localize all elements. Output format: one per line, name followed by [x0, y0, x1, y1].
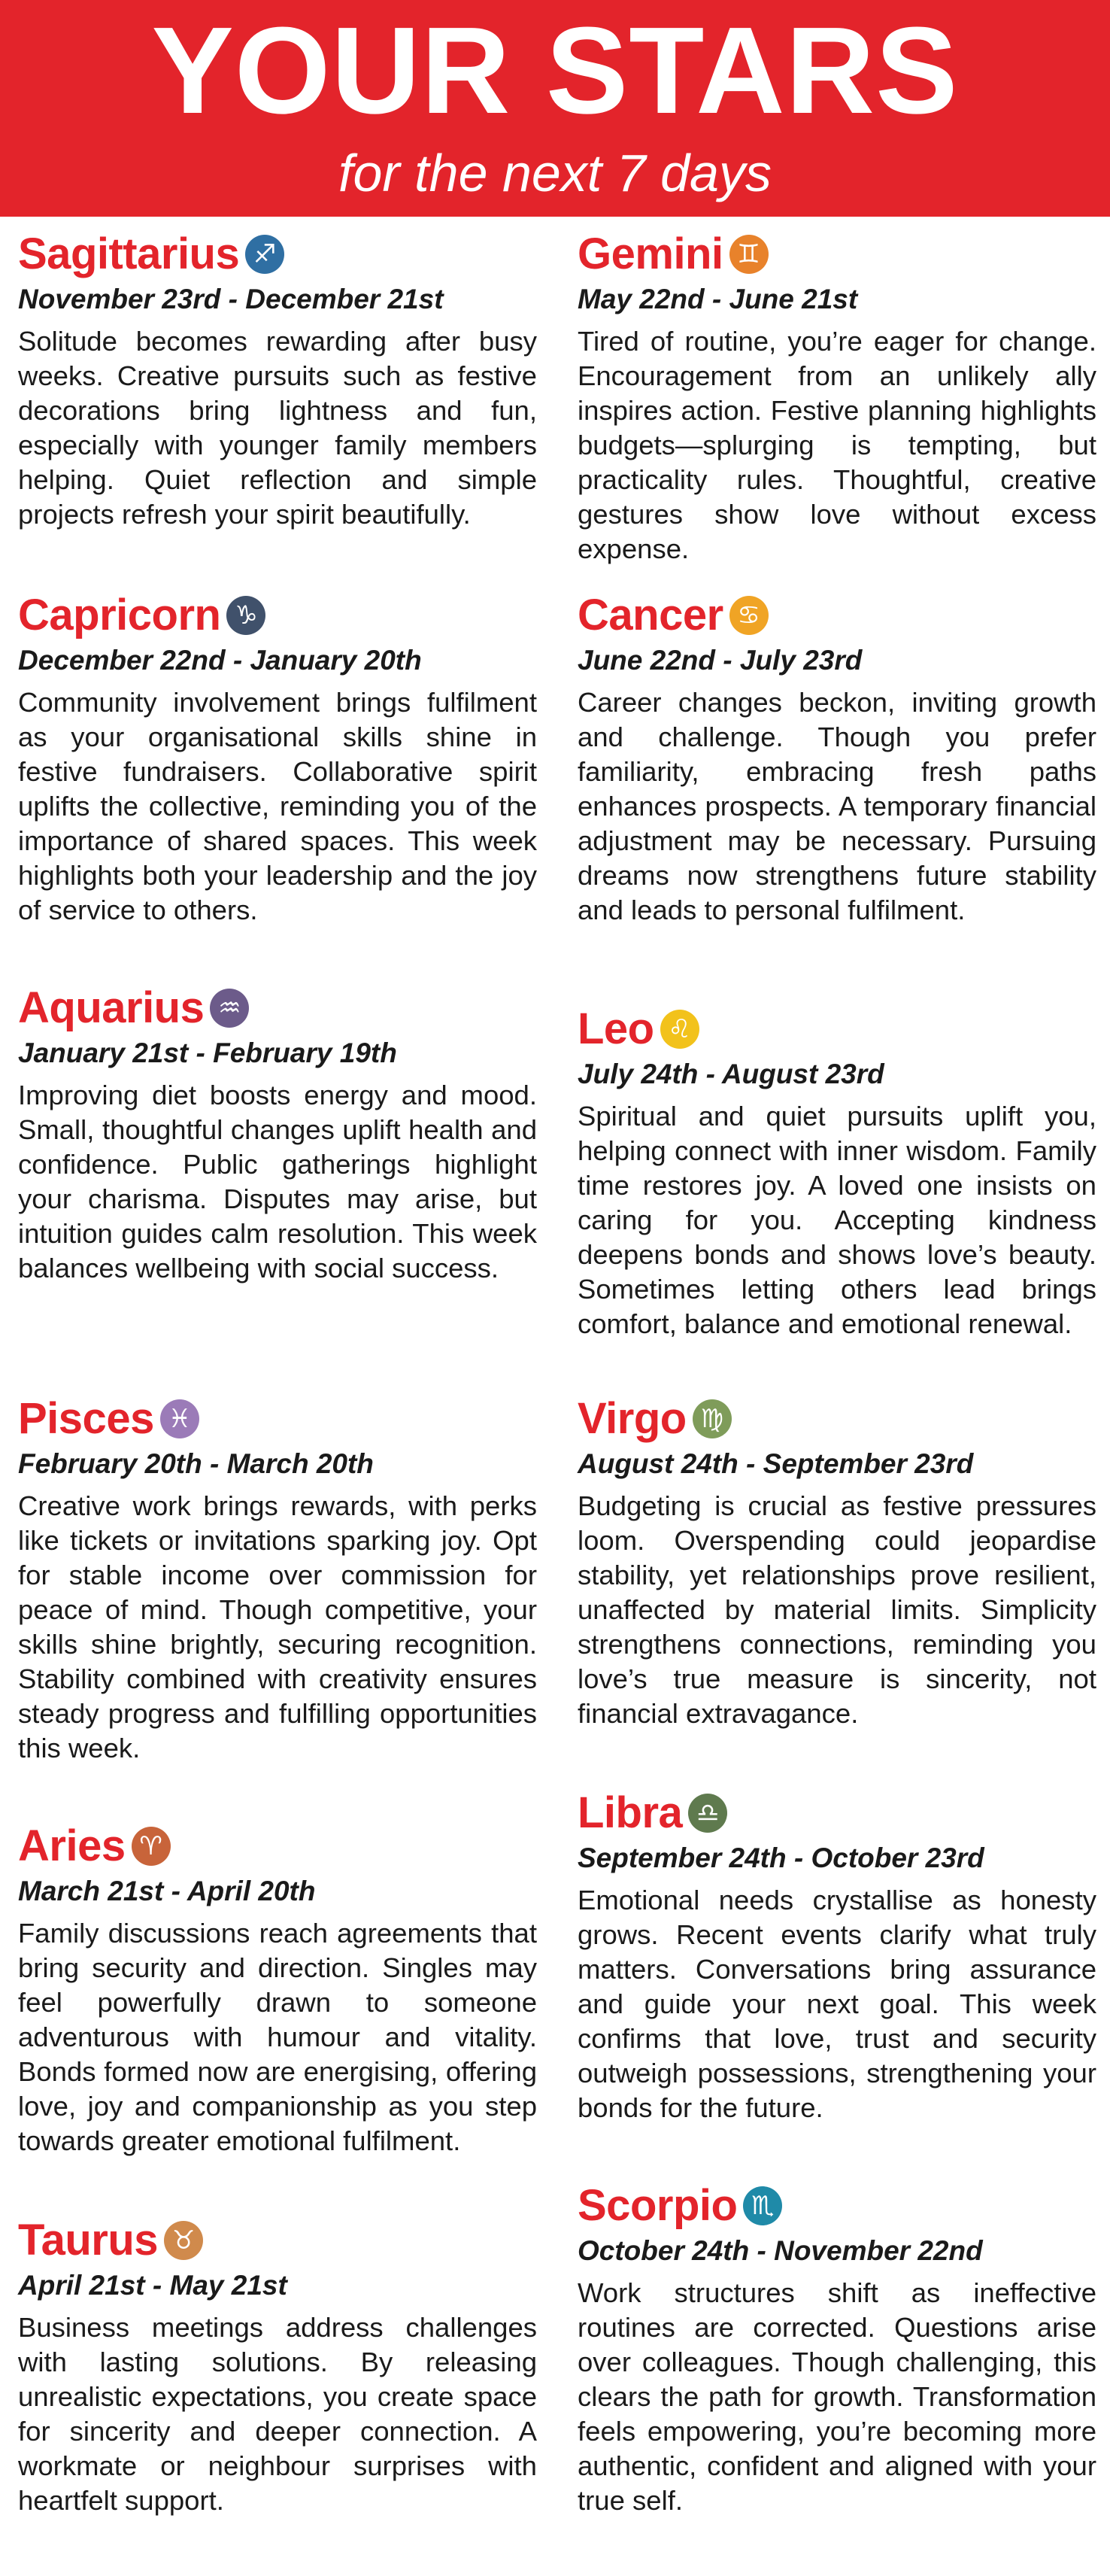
gemini-icon: ♊	[729, 235, 769, 274]
sign-aries	[18, 1821, 537, 2158]
sign-header	[18, 983, 537, 1033]
sign-header	[18, 2216, 537, 2265]
sign-forecast: Emotional needs crystallise as honesty grows. Recent events clarify what truly matters. Conversations bring assurance and guide your next goal. This week confirms that love, trust and security outweigh possessions, strengthening your bonds for the future.	[578, 1885, 1096, 2123]
sign-header	[578, 229, 1096, 279]
sign-dates: April 21st - May 21st	[18, 2270, 287, 2301]
scorpio-icon: ♏	[743, 2186, 782, 2225]
page-title: YOUR STARS	[151, 2, 959, 139]
sign-dates: May 22nd - June 21st	[578, 284, 858, 314]
sign-pisces	[18, 1394, 537, 1766]
sign-capricorn	[18, 591, 537, 928]
sign-name: Libra	[578, 1788, 683, 1837]
sign-sagittarius	[18, 229, 537, 532]
sign-header	[578, 1004, 1096, 1054]
sign-name: Taurus	[18, 2216, 159, 2265]
sign-header	[18, 591, 537, 640]
sign-dates: January 21st - February 19th	[18, 1037, 397, 1068]
sign-name: Pisces	[18, 1394, 154, 1443]
sign-forecast: Budgeting is crucial as festive pressures loom. Overspending could jeopardise stability, yet relationships prove resilient, unaffected by material limits. Simplicity strengthens connections, reminding you love’s true measure is sincerity, not financial extravagance.	[578, 1490, 1096, 1729]
leo-icon: ♌	[660, 1010, 699, 1049]
sign-dates: September 24th - October 23rd	[578, 1842, 984, 1873]
virgo-icon: ♍	[693, 1399, 732, 1438]
header-banner	[0, 0, 1110, 217]
sign-taurus	[18, 2216, 537, 2518]
sign-cancer	[578, 591, 1096, 928]
sign-forecast: Improving diet boosts energy and mood. Small, thoughtful changes uplift health and confidence. Public gatherings highlight your charisma. Disputes may arise, but intuition guides calm resolution. This week balances wellbeing with social success.	[18, 1080, 537, 1283]
sign-gemini	[578, 229, 1096, 567]
sign-forecast: Family discussions reach agreements that bring security and direction. Singles may feel powerfully drawn to someone adventurous with humour and vitality. Bonds formed now are energising, offering love, joy and companionship as you step towards greater emotional fulfilment.	[18, 1918, 537, 2156]
sign-virgo	[578, 1394, 1096, 1731]
aquarius-icon: ♒	[210, 989, 249, 1028]
sign-name: Aries	[18, 1821, 126, 1870]
sign-header	[18, 229, 537, 279]
capricorn-icon: ♑	[226, 596, 265, 635]
sign-forecast: Spiritual and quiet pursuits uplift you, helping connect with inner wisdom. Family time restores joy. A loved one insists on caring for you. Accepting kindness deepens bonds and shows love’s beauty. Sometimes letting others lead brings comfort, balance and emotional renewal.	[578, 1101, 1096, 1339]
sign-libra	[578, 1788, 1096, 2125]
sign-leo	[578, 1004, 1096, 1341]
libra-icon: ♎	[688, 1794, 727, 1833]
sign-name: Aquarius	[18, 983, 205, 1032]
sign-aquarius	[18, 983, 537, 1286]
sign-dates: October 24th - November 22nd	[578, 2235, 983, 2266]
sign-forecast: Career changes beckon, inviting growth and challenge. Though you prefer familiarity, embracing fresh paths enhances prospects. A temporary financial adjustment may be necessary. Pursuing dreams now strengthens future stability and leads to personal fulfilment.	[578, 687, 1096, 925]
sign-name: Virgo	[578, 1394, 687, 1443]
page-subtitle: for the next 7 days	[338, 144, 772, 202]
sign-forecast: Business meetings address challenges with lasting solutions. By releasing unrealistic expectations, you create space for sincerity and deeper connection. A workmate or neighbour surprises with heartfelt support.	[18, 2312, 537, 2516]
sign-name: Leo	[578, 1004, 654, 1053]
cancer-icon: ♋	[729, 596, 769, 635]
sign-name: Capricorn	[18, 591, 221, 639]
sign-dates: November 23rd - December 21st	[18, 284, 444, 314]
sign-dates: June 22nd - July 23rd	[578, 645, 863, 676]
sign-forecast: Community involvement brings fulfilment as your organisational skills shine in festive fundraisers. Collaborative spirit uplifts the collective, reminding you of the importance of shared spaces. This week highlights both your leadership and the joy of service to others.	[18, 687, 537, 925]
sign-forecast: Creative work brings rewards, with perks like tickets or invitations sparking joy. Opt for stable income over commission for peace of mind. Though competitive, your skills shine brightly, securing recognition. Stability combined with creativity ensures steady progress and fulfilling opportunities this week.	[18, 1490, 537, 1763]
sign-name: Gemini	[578, 229, 723, 278]
sign-name: Scorpio	[578, 2181, 738, 2230]
sign-dates: March 21st - April 20th	[18, 1876, 316, 1906]
aries-icon: ♈	[132, 1827, 171, 1866]
sign-header	[18, 1394, 537, 1444]
sign-header	[578, 1788, 1096, 1838]
sign-dates: February 20th - March 20th	[18, 1448, 374, 1479]
sign-header	[18, 1821, 537, 1871]
sign-dates: July 24th - August 23rd	[578, 1059, 884, 1089]
sign-forecast: Solitude becomes rewarding after busy weeks. Creative pursuits such as festive decorations bring lightness and fun, especially with younger family members helping. Quiet reflection and simple projects refresh your spirit beautifully.	[18, 326, 537, 530]
sign-dates: August 24th - September 23rd	[578, 1448, 974, 1479]
sign-header	[578, 2181, 1096, 2231]
sign-forecast: Work structures shift as ineffective routines are corrected. Questions arise over colleagues. Though challenging, this clears the path for growth. Transformation feels empowering, you’re becoming more authentic, confident and aligned with your true self.	[578, 2277, 1096, 2516]
taurus-icon: ♉	[164, 2221, 203, 2260]
sign-name: Cancer	[578, 591, 723, 639]
sagittarius-icon: ♐	[245, 235, 284, 274]
sign-header	[578, 591, 1096, 640]
sign-header	[578, 1394, 1096, 1444]
sign-dates: December 22nd - January 20th	[18, 645, 422, 676]
sign-name: Sagittarius	[18, 229, 240, 278]
sign-forecast: Tired of routine, you’re eager for change. Encouragement from an unlikely ally inspires action. Festive planning highlights budgets—splurging is tempting, but practicality rules. Thoughtful, creative gestures show love without excess expense.	[578, 326, 1096, 564]
pisces-icon: ♓	[160, 1399, 199, 1438]
sign-scorpio	[578, 2181, 1096, 2518]
